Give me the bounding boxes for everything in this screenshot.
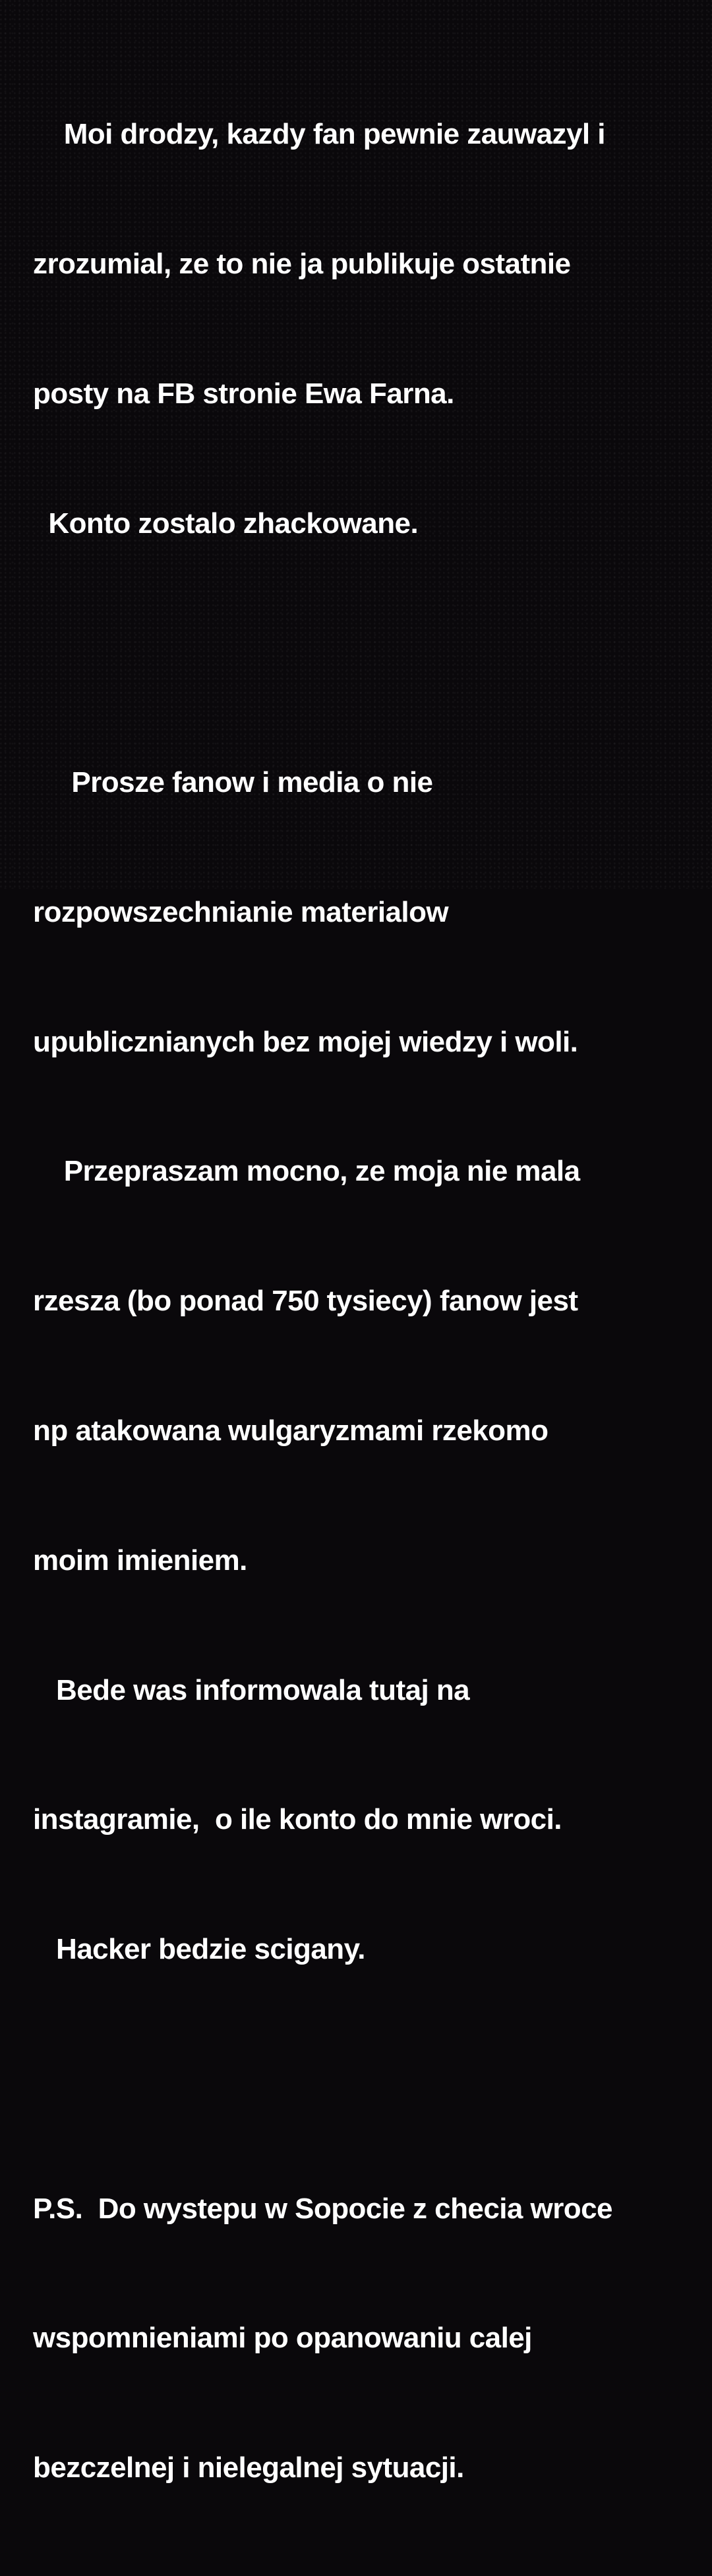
story-line: np atakowana wulgaryzmami rzekomo xyxy=(33,1414,549,1447)
story-line: wspomnieniami po opanowaniu calej xyxy=(33,2322,532,2355)
story-blank-line xyxy=(33,2058,699,2101)
story-message xyxy=(33,26,699,2576)
story-line: Prosze fanow i media o nie xyxy=(33,766,433,799)
story-line: bezczelnej i nielegalnej sytuacji. xyxy=(33,2451,464,2484)
story-line: Bede was informowala tutaj na xyxy=(33,1673,470,1706)
story-blank-line xyxy=(33,631,699,675)
story-line: Moi drodzy, kazdy fan pewnie zauwazyl i xyxy=(33,118,605,151)
story-line: P.S. Do wystepu w Sopocie z checia wroce xyxy=(33,2192,612,2225)
story-line: moim imieniem. xyxy=(33,1544,247,1577)
story-line: zrozumial, ze to nie ja publikuje ostatnie xyxy=(33,247,571,280)
story-line: instagramie, o ile konto do mnie wroci. xyxy=(33,1803,562,1836)
story-line: upublicznianych bez mojej wiedzy i woli. xyxy=(33,1025,578,1058)
story-line: Przepraszam mocno, ze moja nie mala xyxy=(33,1155,580,1188)
story-line: Hacker bedzie scigany. xyxy=(33,1933,365,1966)
story-line: Konto zostalo zhackowane. xyxy=(33,507,419,540)
story-line: rzesza (bo ponad 750 tysiecy) fanow jest xyxy=(33,1285,578,1318)
story-line: rozpowszechnianie materialow xyxy=(33,895,449,928)
story-line: posty na FB stronie Ewa Farna. xyxy=(33,377,454,410)
